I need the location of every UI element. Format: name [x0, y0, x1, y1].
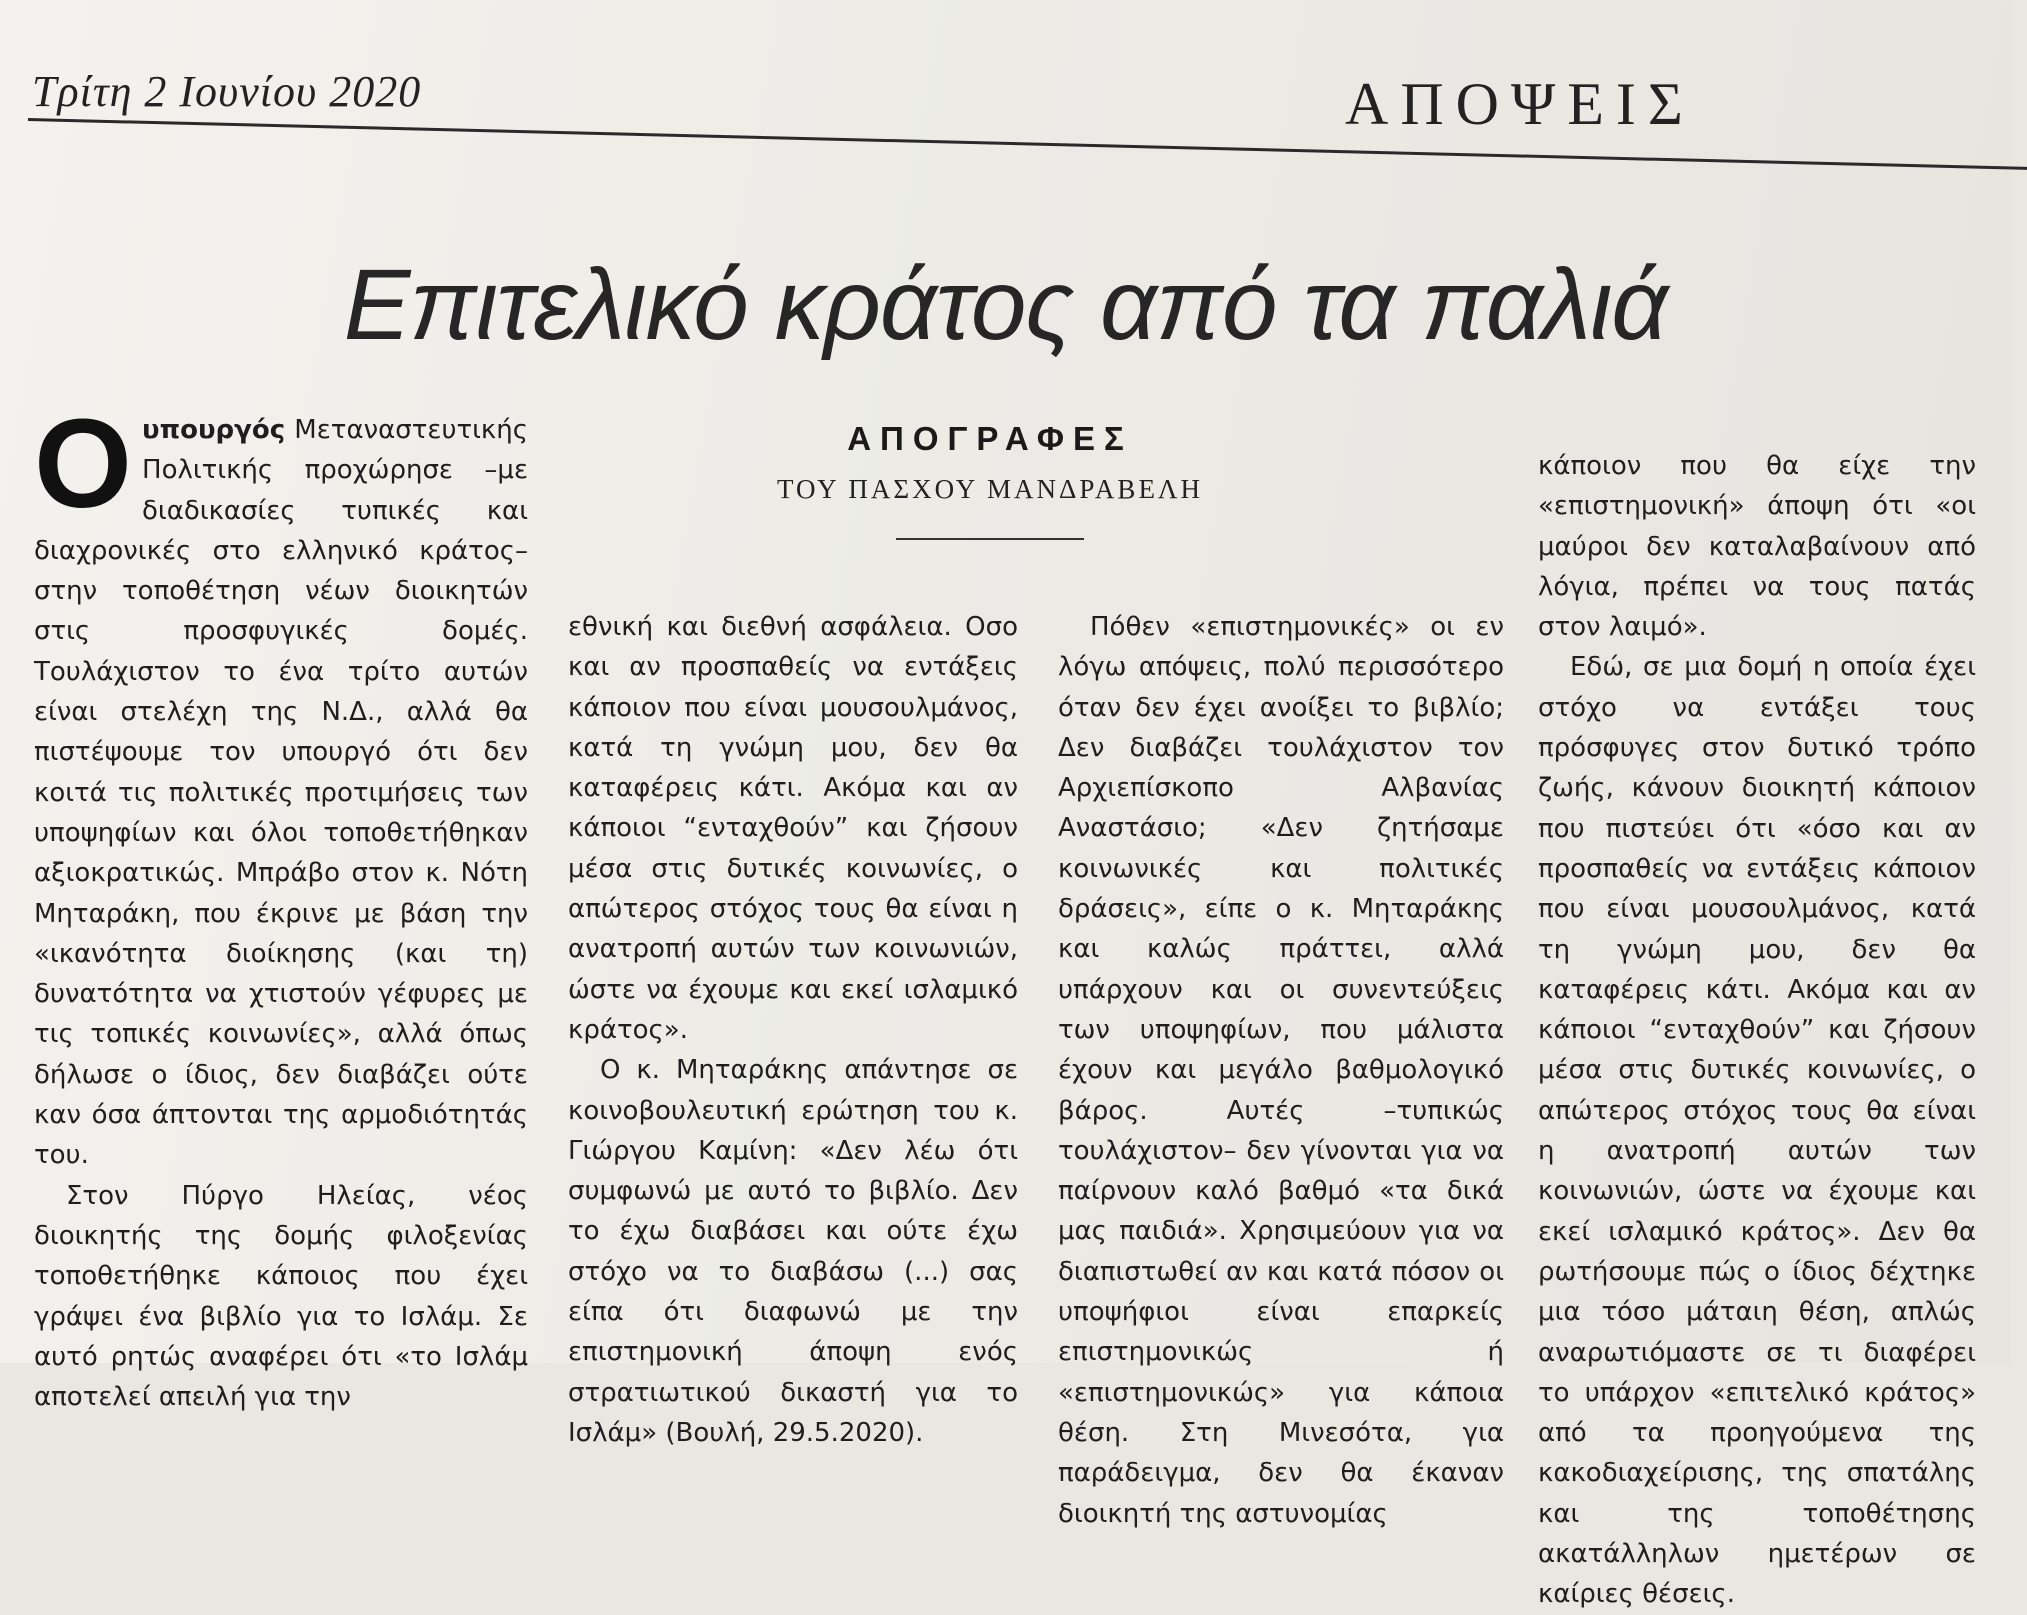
column-name: ΑΠΟΓΡΑΦΕΣ [847, 420, 1133, 457]
article-paragraph: Εδώ, σε μια δομή η οποία έχει στόχο να εντάξει τους πρόσφυγες στον δυτικό τρόπο ζωής, κάνουν διοικητή κάποιον που πιστεύει ότι «όσο και αν προσπαθείς να εντάξεις κάποιον που είναι μουσουλμάνος, κατά τη γνώμη μου, δεν θα καταφέρεις κάτι. Ακόμα και αν κάποιοι “ενταχθούν” και ζήσουν μέσα στις δυτικές κοινωνίες, ο απώτερος στόχος τους θα είναι η ανατροπή αυτών των κοινωνιών, ώστε να έχουμε και εκεί ισλαμικό κράτος». Δεν θα ρωτήσουμε πώς ο ίδιος δέχτηκε μια τόσο μάταιη θέση, απλώς αναρωτιόμαστε σε τι διαφέρει το υπάρχον «επιτελικό κράτος» από τα προηγούμενα της κακοδιαχείρισης, της σπατάλης και της τοποθέτησης ακατάλληλων ημετέρων σε καίριες θέσεις. [1538, 652, 1976, 1610]
byline: ΤΟΥ ΠΑΣΧΟΥ ΜΑΝΔΡΑΒΕΛΗ [776, 474, 1204, 504]
issue-date: Τρίτη 2 Ιουνίου 2020 [32, 67, 422, 116]
article-column-4 [1538, 446, 1976, 1615]
section-title: ΑΠΟΨΕΙΣ [1345, 71, 1695, 137]
drop-cap: Ο [34, 393, 133, 534]
article-paragraph: Ο κ. Μηταράκης απάντησε σε κοινοβουλευτική ερώτηση του κ. Γιώργου Καμίνη: «Δεν λέω ότι συμφωνώ με αυτό το βιβλίο. Δεν το έχω διαβάσει και ούτε έχω στόχο να το διαβάσω (...) σας είπα ότι διαφωνώ με την επιστημονική άποψη ενός στρατιωτικού δικαστή για το Ισλάμ» (Βουλή, 29.5.2020). [568, 1055, 1018, 1448]
article-column-2 [568, 607, 1018, 1453]
header-rule [28, 118, 2027, 170]
lead-word: υπουργός [142, 415, 286, 445]
article-paragraph: Πόθεν «επιστημονικές» οι εν λόγω απόψεις, πολύ περισσότερο όταν δεν έχει ανοίξει το βιβλίο; Δεν διαβάζει τουλάχιστον τον Αρχιεπίσκοπο Αλβανίας Αναστάσιο; «Δεν ζητήσαμε κοινωνικές και πολιτικές δράσεις», είπε ο κ. Μηταράκης και καλώς πράττει, αλλά υπάρχουν και οι συνεντεύξεις των υποψηφίων, που μάλιστα έχουν και μεγάλο βαθμολογικό βάρος. Αυτές –τυπικώς τουλάχιστον– δεν γίνονται για να παίρνουν καλό βαθμό «τα δικά μας παιδιά». Χρησιμεύουν για να διαπιστωθεί αν και κατά πόσον οι υποψήφιοι είναι επαρκείς επιστημονικώς ή «επιστημονικώς» για κάποια θέση. Στη Μινεσότα, για παράδειγμα, δεν θα έκαναν διοικητή της αστυνομίας [1058, 612, 1504, 1529]
paragraph-text: Μεταναστευτικής Πολιτικής προχώρησε –με διαδικασίες τυπικές και διαχρονικές στο ελληνικό κράτος– στην τοποθέτηση νέων διοικητών στις προσφυγικές δομές. Τουλάχιστον το ένα τρίτο αυτών είναι στελέχη της Ν.Δ., αλλά θα πιστέψουμε τον υπουργό ότι δεν κοιτά τις πολιτικές προτιμήσεις των υποψηφίων και όλοι τοποθετήθηκαν αξιοκρατικώς. Μπράβο στον κ. Νότη Μηταράκη, που έκρινε με βάση την «ικανότητα διοίκησης (και τη) δυνατότητα να χτιστούν γέφυρες με τις τοπικές κοινωνίες», αλλά όπως δήλωσε ο ίδιος, δεν διαβάζει ούτε καν όσα άπτονται της αρμοδιότητάς του. [34, 415, 528, 1171]
article-paragraph: εθνική και διεθνή ασφάλεια. Οσο και αν προσπαθείς να εντάξεις κάποιον που είναι μουσουλμάνος, κατά τη γνώμη μου, δεν θα καταφέρεις κάτι. Ακόμα και αν κάποιοι “ενταχθούν” και ζήσουν μέσα στις δυτικές κοινωνίες, ο απώτερος στόχος τους θα είναι η ανατροπή αυτών των κοινωνιών, ώστε να έχουμε και εκεί ισλαμικό κράτος». [568, 612, 1018, 1045]
article-paragraph: Στον Πύργο Ηλείας, νέος διοικητής της δομής φιλοξενίας τοποθετήθηκε κάποιος που έχει γράψει ένα βιβλίο για το Ισλάμ. Σε αυτό ρητώς αναφέρει ότι «το Ισλάμ αποτελεί απειλή για την [34, 1180, 528, 1413]
article-column-1 [34, 393, 528, 1417]
byline-rule [896, 538, 1084, 540]
article-paragraph [34, 393, 528, 1176]
article-headline: Επιτελικό κράτος από τα παλιά [343, 249, 1668, 361]
article-paragraph: κάποιον που θα είχε την «επιστημονική» άποψη ότι «οι μαύροι δεν καταλαβαίνουν από λόγια, πρέπει να τους πατάς στον λαιμό». [1538, 451, 1976, 643]
article-column-3 [1058, 607, 1504, 1534]
